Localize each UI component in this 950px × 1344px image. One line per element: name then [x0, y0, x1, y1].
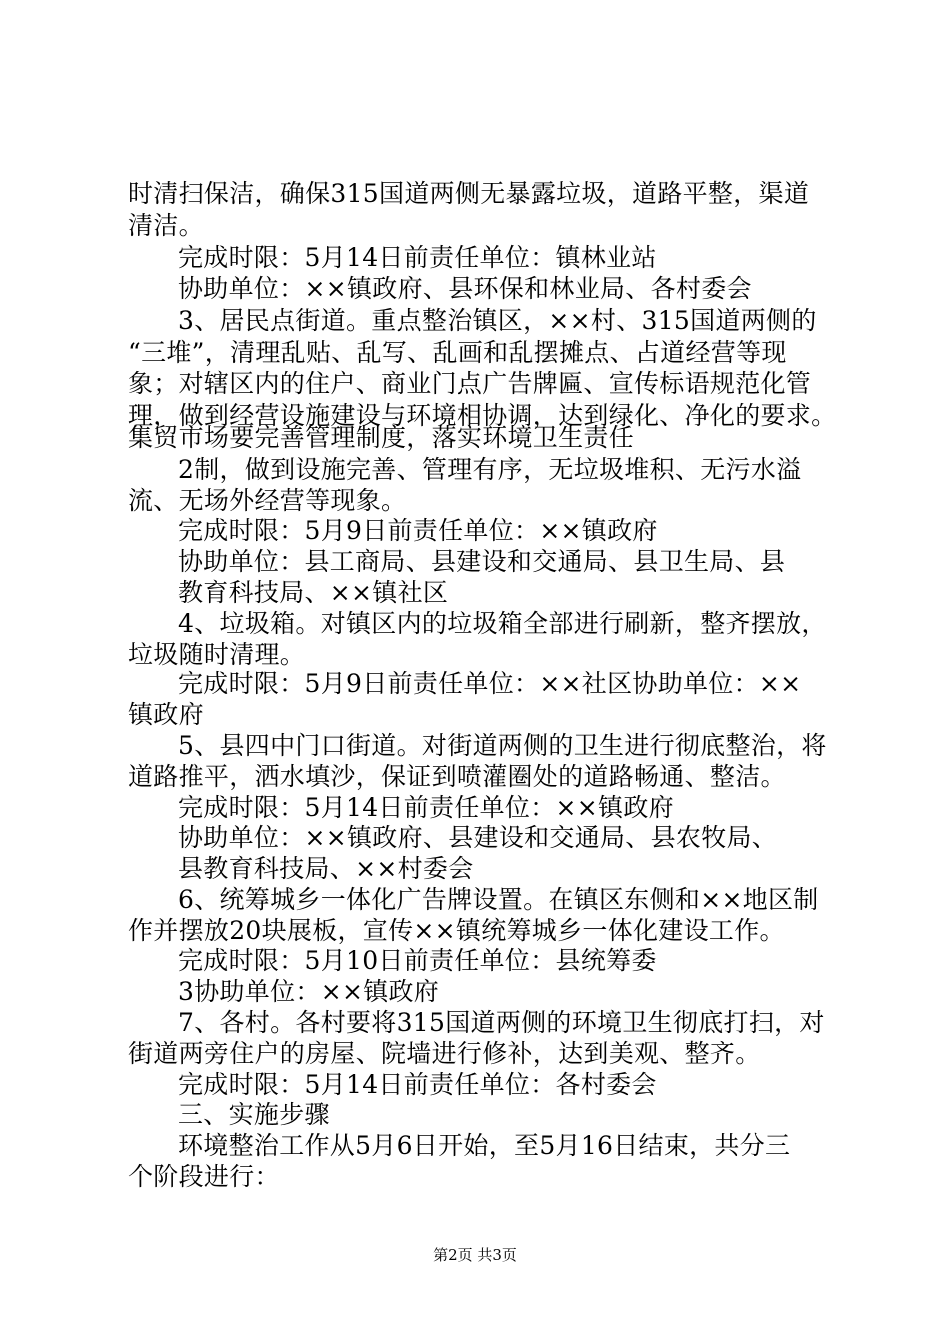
text-line: 6、统筹城乡一体化广告牌设置。在镇区东侧和××地区制 [178, 885, 819, 914]
text-line: 完成时限：5月14日前责任单位：各村委会 [178, 1070, 657, 1099]
text-line: 完成时限：5月14日前责任单位：××镇政府 [178, 793, 674, 822]
text-line: 7、各村。各村要将315国道两侧的环境卫生彻底打扫，对 [178, 1008, 825, 1037]
text-line: 县教育科技局、××村委会 [178, 854, 474, 883]
text-line: 理，做到经营设施建设与环境相协调，达到绿化、净化的要求。 [128, 401, 837, 430]
text-line: 协助单位：县工商局、县建设和交通局、县卫生局、县 [178, 547, 786, 576]
text-line: 完成时限：5月10日前责任单位：县统筹委 [178, 946, 657, 975]
text-line: 2制，做到设施完善、管理有序，无垃圾堆积、无污水溢 [178, 455, 802, 484]
page-footer: 第2页 共3页 [433, 1246, 517, 1264]
text-line: “三堆”，清理乱贴、乱写、乱画和乱摆摊点、占道经营等现 [128, 338, 787, 367]
text-line: 协助单位：××镇政府、县环保和林业局、各村委会 [178, 274, 752, 303]
text-line: 流、无场外经营等现象。 [128, 486, 407, 515]
text-line: 3、居民点街道。重点整治镇区，××村、315国道两侧的 [178, 306, 817, 335]
text-line: 清洁。 [128, 211, 204, 240]
text-line: 作并摆放20块展板，宣传××镇统筹城乡一体化建设工作。 [128, 916, 785, 945]
text-line: 环境整治工作从5月6日开始，至5月16日结束，共分三 [178, 1131, 791, 1160]
text-line: 3协助单位：××镇政府 [178, 977, 440, 1006]
text-line: 个阶段进行： [128, 1162, 280, 1191]
text-line: 镇政府 [128, 700, 204, 729]
text-line: 4、垃圾箱。对镇区内的垃圾箱全部进行刷新，整齐摆放， [178, 609, 827, 638]
text-line: 完成时限：5月9日前责任单位：××镇政府 [178, 516, 658, 545]
text-line: 象；对辖区内的住户、商业门点广告牌匾、宣传标语规范化管 [128, 369, 812, 398]
text-line: 5、县四中门口街道。对街道两侧的卫生进行彻底整治，将 [178, 731, 827, 760]
text-line: 教育科技局、××镇社区 [178, 578, 449, 607]
text-line: 街道两旁住户的房屋、院墙进行修补，达到美观、整齐。 [128, 1039, 761, 1068]
text-line: 道路推平，洒水填沙，保证到喷灌圈处的道路畅通、整洁。 [128, 762, 786, 791]
text-line: 集贸市场要完善管理制度，落实环境卫生责任 [128, 423, 635, 452]
text-line: 完成时限：5月9日前责任单位：××社区协助单位：×× [178, 669, 802, 698]
text-line: 时清扫保洁，确保315国道两侧无暴露垃圾，道路平整，渠道 [128, 179, 810, 208]
text-line: 三、实施步骤 [178, 1100, 330, 1129]
text-line: 协助单位：××镇政府、县建设和交通局、县农牧局、 [178, 823, 778, 852]
text-line: 完成时限：5月14日前责任单位：镇林业站 [178, 243, 657, 272]
text-line: 垃圾随时清理。 [128, 640, 306, 669]
